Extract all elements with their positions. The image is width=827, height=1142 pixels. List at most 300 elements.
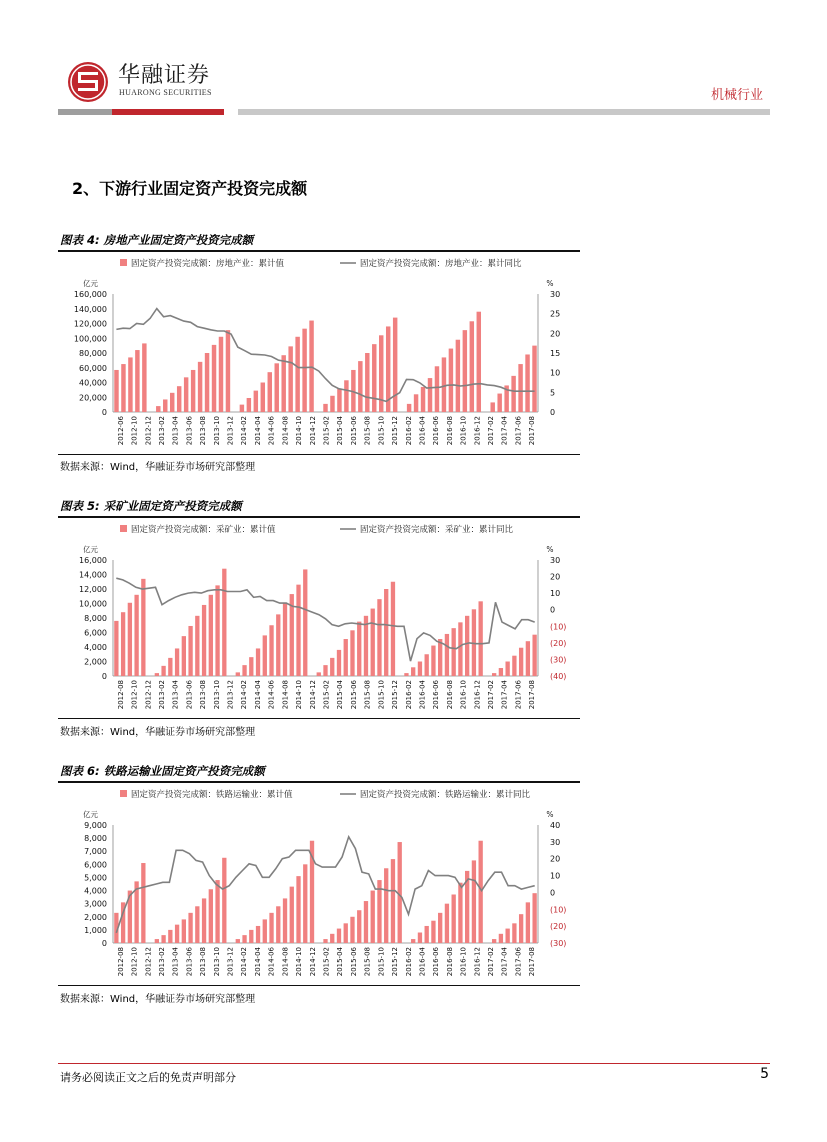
x-tick-label: 2012-08	[116, 947, 125, 977]
right-tick-label: 15	[550, 349, 561, 358]
x-tick-label: 2014-04	[253, 947, 262, 977]
bar	[114, 370, 118, 412]
bar	[256, 926, 260, 943]
x-tick-label: 2015-02	[322, 416, 331, 446]
x-tick-label: 2014-12	[308, 680, 317, 710]
figure-4-chart	[58, 252, 580, 454]
bar	[371, 891, 375, 943]
right-tick-label: 0	[550, 888, 556, 898]
bar	[330, 934, 334, 943]
left-tick-label: 140,000	[73, 304, 107, 314]
x-tick-label: 2016-08	[445, 947, 454, 977]
bar	[128, 603, 132, 676]
bar	[195, 616, 199, 676]
left-tick-label: 160,000	[73, 290, 107, 299]
left-axis-unit: 亿元	[83, 810, 98, 819]
x-tick-label: 2013-10	[212, 416, 221, 446]
bar	[398, 842, 402, 943]
bar	[168, 658, 172, 676]
brand-name: 华融证券	[118, 63, 211, 88]
bar	[226, 330, 230, 412]
bar	[242, 665, 246, 676]
left-tick-label: 120,000	[73, 319, 107, 329]
bar	[121, 612, 125, 676]
x-tick-label: 2015-02	[322, 680, 331, 710]
bar	[505, 662, 509, 677]
bar	[212, 345, 216, 412]
left-tick-label: 3,000	[84, 899, 107, 909]
x-tick-label: 2013-06	[185, 416, 194, 446]
x-tick-label: 2015-12	[391, 947, 400, 977]
bar	[114, 621, 118, 676]
x-tick-label: 2015-04	[336, 416, 345, 446]
left-tick-label: 4,000	[84, 886, 107, 896]
left-tick-label: 40,000	[79, 378, 107, 388]
left-tick-label: 4,000	[84, 643, 107, 652]
bar	[421, 387, 425, 412]
bar	[168, 930, 172, 943]
x-tick-label: 2014-04	[253, 680, 262, 710]
bar	[247, 398, 251, 412]
x-tick-label: 2016-06	[432, 947, 441, 977]
x-tick-label: 2013-08	[199, 947, 208, 977]
bar	[452, 628, 456, 676]
legend-label-line: 固定资产投资完成额：采矿业：累计同比	[360, 525, 514, 535]
figure-6-bottom-rule	[58, 985, 580, 986]
x-tick-label: 2017-06	[514, 416, 523, 446]
bar	[283, 898, 287, 943]
bar	[344, 380, 348, 412]
x-tick-label: 2012-12	[144, 680, 153, 710]
right-axis-unit: %	[546, 810, 554, 819]
legend-swatch-bar	[120, 790, 127, 797]
bar	[391, 582, 395, 676]
right-tick-label: 30	[550, 837, 561, 847]
bar	[269, 913, 273, 943]
figure-5-source: 数据来源：Wind，华融证券市场研究部整理	[60, 727, 256, 738]
bar	[425, 654, 429, 676]
bar	[323, 404, 327, 412]
bar	[256, 648, 260, 676]
x-tick-label: 2015-08	[363, 416, 372, 446]
bar	[309, 321, 313, 412]
left-tick-label: 60,000	[79, 363, 107, 373]
bar	[445, 904, 449, 943]
industry-label: 机械行业	[710, 88, 763, 103]
bar	[188, 913, 192, 943]
x-tick-label: 2016-02	[404, 680, 413, 710]
x-tick-label: 2017-06	[514, 680, 523, 710]
bar	[323, 939, 327, 943]
footer-rule	[58, 1063, 770, 1064]
left-tick-label: 80,000	[79, 349, 107, 358]
right-tick-label: (20)	[550, 922, 567, 932]
bar	[344, 923, 348, 943]
x-tick-label: 2014-12	[308, 416, 317, 446]
bar	[337, 388, 341, 412]
bar	[525, 354, 529, 412]
bar	[438, 913, 442, 943]
x-tick-label: 2013-10	[212, 680, 221, 710]
bar	[330, 396, 334, 412]
left-tick-label: 6,000	[84, 628, 107, 638]
left-axis-unit: 亿元	[83, 545, 98, 554]
bar	[350, 917, 354, 943]
bar	[263, 919, 267, 943]
figure-4-source: 数据来源：Wind，华融证券市场研究部整理	[60, 462, 256, 473]
x-tick-label: 2013-04	[171, 947, 180, 977]
bar	[418, 933, 422, 943]
left-tick-label: 8,000	[84, 834, 107, 844]
right-tick-label: 0	[550, 408, 556, 417]
bar	[290, 887, 294, 943]
bar	[163, 399, 167, 412]
x-tick-label: 2017-02	[487, 680, 496, 710]
x-tick-label: 2013-12	[226, 947, 235, 977]
x-tick-label: 2014-10	[295, 680, 304, 710]
x-tick-label: 2014-06	[267, 947, 276, 977]
bar	[350, 630, 354, 676]
bar	[303, 569, 307, 676]
legend-swatch-bar	[120, 525, 127, 532]
bar	[372, 344, 376, 412]
left-tick-label: 10,000	[79, 599, 107, 609]
x-tick-label: 2015-10	[377, 680, 386, 710]
bar	[497, 394, 501, 412]
legend-swatch-bar	[120, 259, 127, 266]
bar	[242, 935, 246, 943]
x-tick-label: 2015-06	[349, 947, 358, 977]
x-tick-label: 2012-10	[130, 947, 139, 977]
left-tick-label: 5,000	[84, 873, 107, 883]
bar	[205, 353, 209, 412]
bar	[499, 934, 503, 943]
bar	[198, 362, 202, 412]
x-tick-label: 2014-02	[240, 947, 249, 977]
footer-disclaimer: 请务必阅读正文之后的免责声明部分	[60, 1071, 236, 1084]
left-tick-label: 12,000	[79, 585, 107, 594]
bar	[377, 599, 381, 676]
x-tick-label: 2014-06	[267, 680, 276, 710]
x-tick-label: 2013-06	[185, 680, 194, 710]
x-tick-label: 2016-02	[404, 947, 413, 977]
x-tick-label: 2014-08	[281, 680, 290, 710]
right-tick-label: (40)	[550, 672, 567, 681]
bar	[492, 673, 496, 676]
bar	[288, 346, 292, 412]
bar	[175, 648, 179, 676]
x-tick-label: 2014-10	[295, 947, 304, 977]
x-tick-label: 2016-04	[418, 947, 427, 977]
bar	[371, 609, 375, 676]
right-tick-label: 10	[550, 589, 561, 599]
x-tick-label: 2016-10	[459, 947, 468, 977]
x-tick-label: 2017-02	[487, 416, 496, 446]
left-tick-label: 6,000	[84, 860, 107, 870]
bar	[303, 864, 307, 943]
bar	[219, 337, 223, 412]
bar	[512, 923, 516, 943]
bar	[411, 939, 415, 943]
bar	[317, 672, 321, 676]
bar	[175, 925, 179, 943]
bar	[384, 589, 388, 676]
legend-label-bar: 固定资产投资完成额：采矿业：累计值	[131, 525, 276, 535]
bar	[365, 353, 369, 412]
x-tick-label: 2015-04	[336, 680, 345, 710]
bar	[479, 601, 483, 676]
bar	[479, 841, 483, 943]
left-tick-label: 2,000	[84, 657, 107, 667]
bar	[191, 370, 195, 412]
x-tick-label: 2013-08	[199, 680, 208, 710]
bar	[463, 330, 467, 412]
bar	[209, 595, 213, 676]
bar	[188, 626, 192, 676]
x-tick-label: 2013-06	[185, 947, 194, 977]
legend-label-line: 固定资产投资完成额：铁路运输业：累计同比	[360, 790, 531, 800]
x-tick-label: 2016-02	[404, 416, 413, 446]
x-tick-label: 2015-12	[391, 416, 400, 446]
bar	[141, 863, 145, 943]
x-tick-label: 2013-12	[226, 680, 235, 710]
bar	[465, 616, 469, 676]
bar	[435, 366, 439, 412]
bar	[161, 935, 165, 943]
bar	[276, 614, 280, 676]
figure-5-title: 图表 5: 采矿业固定资产投资完成额	[60, 499, 242, 513]
bar	[209, 889, 213, 943]
bar	[155, 673, 159, 676]
bar	[391, 859, 395, 943]
bar	[411, 667, 415, 676]
right-tick-label: 5	[550, 388, 556, 398]
bar	[121, 364, 125, 412]
x-tick-label: 2016-08	[445, 416, 454, 446]
bar	[269, 625, 273, 676]
x-tick-label: 2012-10	[130, 680, 139, 710]
right-tick-label: (30)	[550, 655, 567, 665]
x-tick-label: 2013-04	[171, 680, 180, 710]
x-tick-label: 2015-02	[322, 947, 331, 977]
bar	[344, 639, 348, 676]
bar	[240, 405, 244, 412]
bar	[532, 893, 536, 943]
right-tick-label: 30	[550, 290, 561, 299]
bar	[470, 321, 474, 412]
x-tick-label: 2017-06	[514, 947, 523, 977]
brand-logo-icon	[68, 62, 108, 102]
bar	[384, 868, 388, 943]
left-tick-label: 100,000	[73, 334, 107, 344]
right-tick-label: 0	[550, 605, 556, 615]
bar	[358, 361, 362, 412]
x-tick-label: 2012-10	[130, 416, 139, 446]
left-tick-label: 8,000	[84, 614, 107, 623]
x-tick-label: 2015-08	[363, 947, 372, 977]
x-tick-label: 2017-04	[500, 680, 509, 710]
bar	[492, 939, 496, 943]
section-title: 2、下游行业固定资产投资完成额	[72, 179, 308, 198]
x-tick-label: 2015-12	[391, 680, 400, 710]
x-tick-label: 2016-10	[459, 680, 468, 710]
x-tick-label: 2017-08	[528, 416, 537, 446]
bar	[161, 666, 165, 676]
x-tick-label: 2012-08	[116, 680, 125, 710]
bar	[526, 902, 530, 943]
bar	[337, 650, 341, 676]
legend-label-bar: 固定资产投资完成额：房地产业：累计值	[131, 259, 285, 269]
bar	[431, 921, 435, 943]
x-tick-label: 2015-10	[377, 416, 386, 446]
x-tick-label: 2012-12	[144, 416, 153, 446]
bar	[357, 910, 361, 943]
bar	[431, 646, 435, 676]
bar	[222, 569, 226, 676]
bar	[519, 648, 523, 676]
bar	[477, 312, 481, 412]
left-tick-label: 16,000	[79, 556, 107, 565]
bar	[407, 404, 411, 412]
left-tick-label: 14,000	[79, 570, 107, 580]
bar	[512, 656, 516, 676]
left-tick-label: 1,000	[84, 925, 107, 935]
x-tick-label: 2012-06	[116, 416, 125, 446]
bar	[404, 673, 408, 676]
x-tick-label: 2016-04	[418, 416, 427, 446]
x-tick-label: 2015-06	[349, 416, 358, 446]
left-tick-label: 0	[101, 408, 107, 417]
x-tick-label: 2016-10	[459, 416, 468, 446]
bar	[526, 641, 530, 676]
bar	[337, 929, 341, 943]
right-tick-label: 10	[550, 368, 561, 378]
bar	[215, 585, 219, 676]
header-rule-gray-left	[58, 109, 112, 115]
bar	[452, 894, 456, 943]
bar	[456, 340, 460, 412]
bar	[519, 914, 523, 943]
bar	[357, 622, 361, 676]
x-tick-label: 2016-12	[473, 416, 482, 446]
bar	[295, 337, 299, 412]
right-tick-label: 10	[550, 871, 561, 881]
bar	[135, 350, 139, 412]
x-tick-label: 2014-12	[308, 947, 317, 977]
bar	[254, 391, 258, 412]
figure-4-bottom-rule	[58, 454, 580, 455]
bar	[458, 883, 462, 943]
bar	[177, 386, 181, 412]
x-tick-label: 2015-04	[336, 947, 345, 977]
bar	[263, 635, 267, 676]
x-tick-label: 2013-12	[226, 416, 235, 446]
legend-label-bar: 固定资产投资完成额：铁路运输业：累计值	[131, 790, 293, 800]
x-tick-label: 2017-08	[528, 947, 537, 977]
right-tick-label: (10)	[550, 622, 567, 632]
right-tick-label: 20	[550, 572, 561, 582]
x-tick-label: 2016-12	[473, 947, 482, 977]
left-tick-label: 20,000	[79, 393, 107, 403]
x-tick-label: 2016-08	[445, 680, 454, 710]
x-tick-label: 2014-04	[253, 416, 262, 446]
left-tick-label: 9,000	[84, 821, 107, 830]
bar	[302, 329, 306, 412]
bar	[249, 930, 253, 943]
x-tick-label: 2014-10	[295, 416, 304, 446]
right-axis-unit: %	[546, 279, 554, 288]
page-number: 5	[760, 1066, 769, 1082]
bar	[236, 939, 240, 943]
bar	[418, 662, 422, 677]
x-tick-label: 2014-02	[240, 416, 249, 446]
bar	[281, 355, 285, 412]
bar	[142, 343, 146, 412]
bar	[215, 880, 219, 943]
bar	[184, 377, 188, 412]
figure-4-title: 图表 4: 房地产业固定资产投资完成额	[60, 233, 254, 247]
x-tick-label: 2015-08	[363, 680, 372, 710]
x-tick-label: 2017-02	[487, 947, 496, 977]
x-tick-label: 2013-02	[157, 947, 166, 977]
x-tick-label: 2016-06	[432, 416, 441, 446]
x-tick-label: 2013-02	[157, 416, 166, 446]
bar	[532, 346, 536, 412]
x-tick-label: 2013-10	[212, 947, 221, 977]
bar	[393, 318, 397, 412]
x-tick-label: 2017-04	[500, 416, 509, 446]
right-tick-label: 40	[550, 821, 561, 830]
figure-6-source: 数据来源：Wind，华融证券市场研究部整理	[60, 994, 256, 1005]
bar	[182, 636, 186, 676]
bar	[414, 394, 418, 412]
x-tick-label: 2013-04	[171, 416, 180, 446]
x-tick-label: 2013-08	[199, 416, 208, 446]
bar	[202, 605, 206, 676]
right-axis-unit: %	[546, 545, 554, 554]
bar	[155, 939, 159, 943]
bar	[134, 595, 138, 676]
bar	[511, 376, 515, 412]
figure-5-bottom-rule	[58, 718, 580, 719]
bar	[458, 622, 462, 676]
x-tick-label: 2015-06	[349, 680, 358, 710]
figure-5-chart	[58, 518, 580, 718]
bar	[323, 665, 327, 676]
bar	[445, 634, 449, 676]
right-tick-label: (20)	[550, 638, 567, 648]
left-axis-unit: 亿元	[83, 279, 98, 288]
bar	[296, 876, 300, 943]
right-tick-label: 25	[550, 309, 561, 319]
bar	[364, 901, 368, 943]
bar	[438, 639, 442, 676]
bar	[296, 585, 300, 676]
bar	[268, 372, 272, 412]
x-tick-label: 2014-02	[240, 680, 249, 710]
left-tick-label: 0	[101, 672, 107, 681]
bar	[518, 364, 522, 412]
x-tick-label: 2016-06	[432, 680, 441, 710]
bar	[195, 906, 199, 943]
right-tick-label: 20	[550, 854, 561, 864]
bar	[275, 363, 279, 412]
bar	[276, 906, 280, 943]
bar	[170, 393, 174, 412]
left-tick-label: 2,000	[84, 912, 107, 922]
x-tick-label: 2013-02	[157, 680, 166, 710]
right-tick-label: 20	[550, 329, 561, 339]
